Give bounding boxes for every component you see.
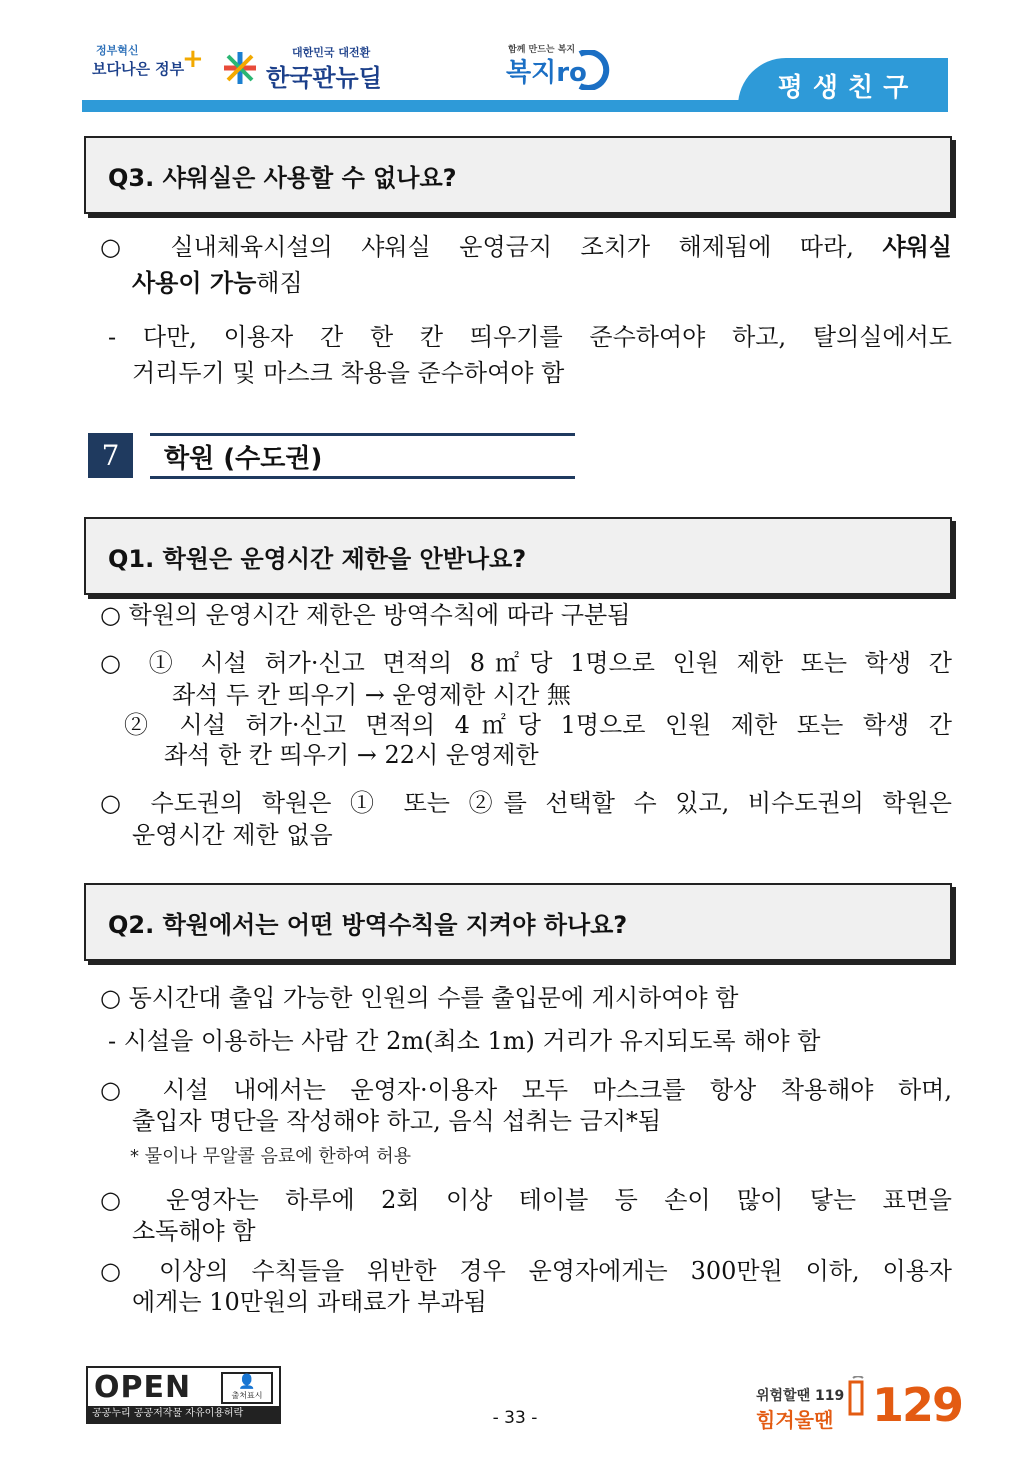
q2-answer-p3-line2: 소독해야 함: [132, 1217, 256, 1245]
hotline-caption-top: 위험할땐 119: [756, 1388, 845, 1404]
q2-answer-p4-line1: ○ 이상의 수칙들을 위반한 경우 운영자에게는 300만원 이하, 이용자: [100, 1257, 952, 1285]
q2-answer-p2-line2: 출입자 명단을 작성해야 하고, 음식 섭취는 금지*됨: [132, 1107, 662, 1135]
open-license-logo: [86, 1366, 281, 1424]
q3-answer-bold2: 사용이 가능: [132, 269, 257, 297]
hotline-caption-bottom: 힘겨울땐: [756, 1408, 834, 1432]
question-box-q3: [84, 136, 952, 214]
q2-answer-p3-line1: ○ 운영자는 하루에 2회 이상 테이블 등 손이 많이 닿는 표면을: [100, 1186, 952, 1214]
q3-answer-line2: [132, 268, 303, 298]
q3-note-line1: - 다만, 이용자 간 한 칸 띄우기를 준수하여야 하고, 탈의실에서도: [108, 323, 952, 351]
logo3-top: 함께 만드는 복지: [508, 45, 576, 55]
page-number: - 33 -: [492, 1408, 538, 1428]
section-title: 학원 (수도권): [150, 433, 575, 479]
q1-answer-p2-line4: 좌석 한 칸 띄우기 → 22시 운영제한: [164, 741, 539, 769]
header-tab-label: 평생친구: [738, 58, 948, 112]
question-q2: Q2. 학원에서는 어떤 방역수칙을 지켜야 하나요?: [108, 910, 628, 939]
q3-note-line2: 거리두기 및 마스크 착용을 준수하여야 함: [132, 359, 565, 387]
hotline-number: 129: [872, 1378, 963, 1432]
logo2-main: 한국판뉴딜: [266, 64, 382, 92]
q2-answer-p2-line1: ○ 시설 내에서는 운영자·이용자 모두 마스크를 항상 착용해야 하며,: [100, 1076, 952, 1104]
q1-answer-p3-line1: ○ 수도권의 학원은 ① 또는 ②를 선택할 수 있고, 비수도권의 학원은: [100, 789, 952, 817]
gov-innovation-logo: [92, 42, 202, 96]
q2-answer-p1: ○ 동시간대 출입 가능한 인원의 수를 출입문에 게시하여야 함: [100, 984, 739, 1012]
q1-answer-p3-line2: 운영시간 제한 없음: [132, 821, 333, 849]
section-number: 7: [88, 433, 133, 478]
q3-answer-line1-text: ○ 실내체육시설의 샤워실 운영금지 조치가 해제됨에 따라,: [100, 233, 883, 261]
question-q3: Q3. 샤워실은 사용할 수 없나요?: [108, 163, 457, 192]
attribution-badge: [221, 1372, 273, 1404]
q1-answer-p2-line2: 좌석 두 칸 띄우기 → 운영제한 시간 無: [172, 681, 571, 709]
question-q1: Q1. 학원은 운영시간 제한을 안받나요?: [108, 544, 527, 573]
logo1-top: 정부혁신: [96, 44, 139, 57]
logo2-top: 대한민국 대전환: [292, 46, 371, 59]
question-box-q1: [84, 517, 952, 595]
q1-answer-p2-line1: ○ ① 시설 허가·신고 면적의 8㎡당 1명으로 인원 제한 또는 학생 간: [100, 649, 952, 677]
open-label: OPEN: [94, 1370, 192, 1405]
swoosh-icon: [574, 50, 610, 90]
korean-new-deal-logo: [222, 44, 382, 94]
person-icon: 👤: [238, 1374, 256, 1390]
q3-answer-bold1: 샤워실: [882, 233, 952, 261]
attribution-badge-label: 출처표시: [231, 1391, 263, 1400]
phone-icon: [846, 1376, 870, 1420]
welfare-logo: [504, 42, 614, 98]
q3-answer-line2-text: 해짐: [256, 269, 303, 297]
q2-answer-footnote: * 물이나 무알콜 음료에 한하여 허용: [130, 1146, 412, 1167]
logo3-main: 복지ro: [506, 58, 587, 88]
q1-answer-p2-line3: ② 시설 허가·신고 면적의 4㎡당 1명으로 인원 제한 또는 학생 간: [124, 711, 952, 739]
sparkle-icon: [222, 50, 258, 86]
q1-answer-p1: ○ 학원의 운영시간 제한은 방역수칙에 따라 구분됨: [100, 601, 631, 629]
plus-icon: +: [182, 44, 204, 74]
logo1-main: 보다나은 정부: [92, 60, 185, 78]
q3-answer-line1: [100, 232, 952, 262]
question-box-q2: [84, 883, 952, 961]
q2-answer-p4-line2: 에게는 10만원의 과태료가 부과됨: [132, 1288, 487, 1316]
open-license-caption: 공공누리 공공저작물 자유이용허락: [88, 1406, 279, 1422]
header: [0, 0, 1032, 120]
q2-answer-p1-sub: - 시설을 이용하는 사람 간 2m(최소 1m) 거리가 유지되도록 해야 함: [108, 1027, 821, 1055]
